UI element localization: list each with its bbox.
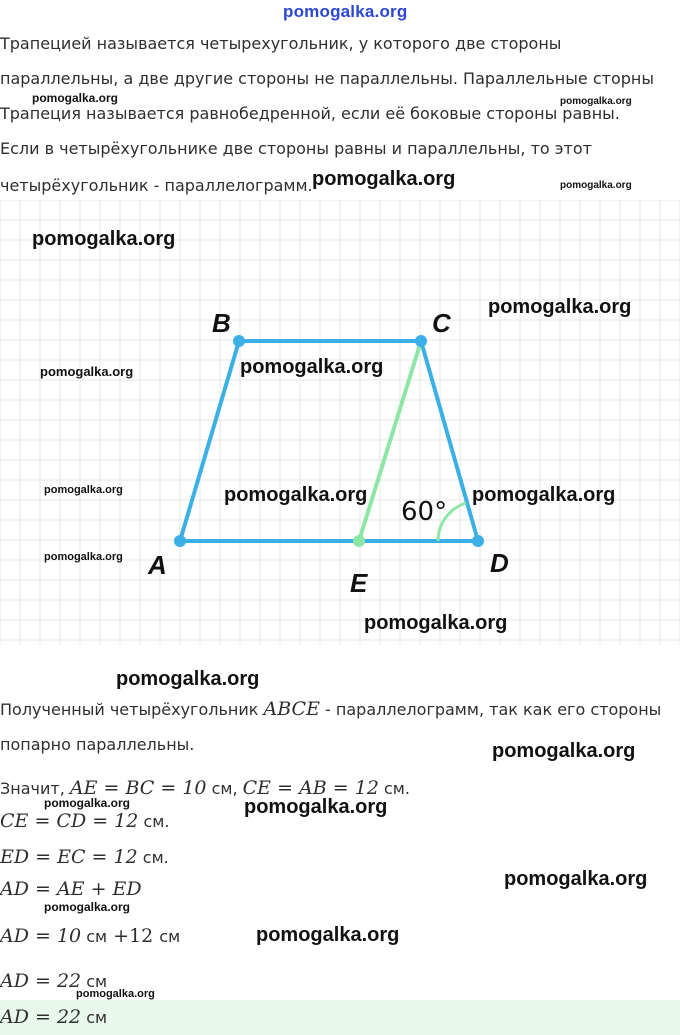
label-a: A [148, 550, 167, 580]
unit-sm: см [159, 927, 181, 946]
solution-text: Значит, [0, 779, 70, 798]
watermark: pomogalka.org [116, 668, 260, 690]
label-b: B [212, 308, 231, 338]
watermark: pomogalka.org [44, 796, 131, 810]
math-eq4: ED = EC = 12 [0, 846, 138, 868]
unit-sm: см [143, 812, 165, 831]
dot: . [163, 848, 169, 867]
math-eq6: AD = 10 [0, 925, 82, 947]
solution-line-7 [0, 925, 180, 947]
math-plus: +12 [107, 925, 160, 947]
solution-line-5 [0, 846, 169, 868]
math-eq7: AD = 22 [0, 970, 82, 992]
solution-text: - параллелограмм, так как его стороны [319, 700, 662, 719]
watermark: pomogalka.org [32, 228, 176, 250]
unit-sm: см [86, 1008, 108, 1027]
point-d [472, 535, 484, 547]
watermark: pomogalka.org [312, 168, 456, 190]
watermark-top: pomogalka.org [283, 2, 408, 21]
math-eq5: AD = AE + ED [0, 878, 142, 900]
intro-line-4: Если в четырёхугольнике две стороны равны и параллельны, то этот [0, 139, 592, 158]
intro-line-2: параллельны, а две другие стороны не параллельны. Параллельные сторны [0, 69, 654, 88]
trapezoid-figure [0, 200, 680, 645]
label-c: C [432, 308, 451, 338]
watermark: pomogalka.org [560, 180, 632, 191]
watermark: pomogalka.org [256, 924, 400, 946]
watermark: pomogalka.org [44, 900, 131, 914]
angle-label: 60° [401, 497, 448, 527]
point-c [415, 335, 427, 347]
answer-line [0, 1006, 107, 1028]
watermark: pomogalka.org [32, 91, 119, 105]
watermark: pomogalka.org [40, 364, 134, 379]
label-d: D [490, 548, 509, 578]
watermark: pomogalka.org [224, 484, 368, 506]
point-e [353, 535, 365, 547]
unit-sm: см [211, 779, 233, 798]
math-eq3: CE = CD = 12 [0, 810, 139, 832]
intro-line-1: Трапецией называется четырехугольник, у которого две стороны [0, 34, 562, 53]
intro-line-5: четырёхугольник - параллелограмм. [0, 176, 313, 195]
unit-sm: см [384, 779, 405, 798]
math-abce: ABCE [263, 698, 320, 720]
watermark: pomogalka.org [244, 796, 388, 818]
watermark: pomogalka.org [504, 868, 648, 890]
math-answer: AD = 22 [0, 1006, 82, 1028]
math-eq1: AE = BC = 10 [69, 777, 207, 799]
watermark: pomogalka.org [472, 484, 616, 506]
watermark: pomogalka.org [240, 356, 384, 378]
comma: , [232, 779, 243, 798]
label-e: E [350, 568, 368, 598]
dot: . [404, 779, 410, 798]
point-b [233, 335, 245, 347]
watermark: pomogalka.org [44, 551, 123, 563]
watermark: pomogalka.org [76, 988, 155, 1000]
watermark: pomogalka.org [44, 484, 123, 496]
solution-line-1 [0, 698, 661, 720]
intro-line-3: Трапеция называется равнобедренной, если её боковые стороны равны. [0, 104, 620, 123]
solution-line-6 [0, 878, 142, 900]
watermark: pomogalka.org [492, 740, 636, 762]
point-a [174, 535, 186, 547]
unit-sm: см [142, 848, 164, 867]
grid-background [0, 200, 680, 645]
solution-text: Полученный четырёхугольник [0, 700, 264, 719]
watermark: pomogalka.org [560, 96, 632, 107]
solution-line-2: попарно параллельны. [0, 735, 195, 754]
solution-line-4 [0, 810, 169, 832]
unit-sm: см [86, 927, 108, 946]
watermark: pomogalka.org [488, 296, 632, 318]
unit-sm: см [86, 972, 108, 991]
dot: . [164, 812, 170, 831]
watermark: pomogalka.org [364, 612, 508, 634]
math-eq2: CE = AB = 12 [242, 777, 379, 799]
